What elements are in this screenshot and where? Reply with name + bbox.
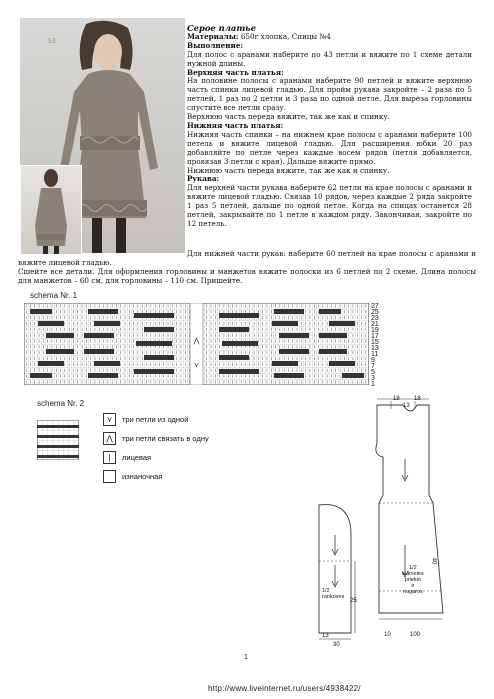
row-number: 5 <box>371 369 375 376</box>
sleeve-text: Для верхней части рукава наберите 62 петли на крае полосы с аранами и вяжите лицевой гладью. Связав 10 рядов, через каждые 2 ряда закройте 1 раз 5 петлей, дальше по одной петле. Когда на спицах останется 28 петлей, закрывайте по 1 петле в каждом ряду. Закончивая, закройте по 12 петель. <box>187 183 472 228</box>
legend-label: три петли из одной <box>122 415 189 424</box>
dress-back-photo <box>20 165 82 255</box>
row-number: 11 <box>371 351 379 358</box>
legend-label: лицевая <box>122 453 152 462</box>
row-number: 7 <box>371 363 375 370</box>
sleeve-label: Рукава: <box>187 174 220 184</box>
svg-text:⋎: ⋎ <box>193 361 200 369</box>
purl-stitch-icon <box>103 470 116 483</box>
row-number: 25 <box>371 309 379 316</box>
article-title: Серое платье <box>187 23 257 33</box>
row-number: 9 <box>371 357 375 364</box>
row-number: 15 <box>371 339 379 346</box>
row-number: 19 <box>371 327 379 334</box>
pattern-instructions-wide <box>18 250 476 286</box>
pattern-instructions <box>187 24 472 229</box>
sleeve-lower-text: Для нижней части рукав: наберите 60 петлей на крае полосы с аранами и вяжите лицевой гладью. <box>18 249 476 267</box>
measure-body-bottom: 100 <box>410 632 421 638</box>
measure-top-left: 18 <box>393 396 400 402</box>
schema1-label: schema Nr. 1 <box>30 291 78 300</box>
legend-item <box>103 470 209 483</box>
lower-part-label: Нижняя часть платья: <box>187 120 284 130</box>
upper-part-front: Верхнюю часть переда вяжите, так же как и спинку. <box>187 112 390 122</box>
execution-label: Выполнение: <box>187 40 244 50</box>
sleeve-piece-label: 1/2 rankoves <box>322 588 345 600</box>
row-number: 27 <box>371 303 379 310</box>
row-number: 23 <box>371 315 379 322</box>
legend-item <box>103 432 209 445</box>
source-url: http://www.liveinternet.ru/users/4938422/ <box>208 684 361 693</box>
schema1-chart <box>24 303 369 385</box>
measure-body-bottom-left: 10 <box>384 632 391 638</box>
svg-text:⋀: ⋀ <box>193 337 200 345</box>
upper-part-text: На половине полосы с аранами наберите 90 петлей и вяжите верхнюю часть спинки лицевой гладью. Для пройм рукава закройте – 2 раза по 5 петлей, 1 раз по 2 петли и 3 раза по одной петле. Для выреза горловины спустите все петли сразу. <box>187 76 472 113</box>
legend-label: три петли связать в одну <box>122 434 209 443</box>
photo-page-number: 53 <box>48 38 56 45</box>
measure-sleeve-side: 25 <box>350 598 357 604</box>
legend-item <box>103 451 209 464</box>
lower-part-text: Нижняя часть спинки – на нижнем крае полосы с аранами наберите 100 петель и вяжите лицевой гладью. Для расширения юбки 20 раз добавляйте по петле через каждые восем рядов (петля добавляется, провязав 3 петли с края). Дальше вяжите прямо. <box>187 129 472 166</box>
materials-label: Материалы: <box>187 31 239 41</box>
assembly-text: Сшейте все детали. Для оформления горловины и манжетов вяжите полоски из 6 петлей по 2 схеме. Длина полосы для манжетов – 60 см, для горловины – 110 см. Пришейте. <box>18 266 476 285</box>
measure-top-right: 18 <box>414 396 421 402</box>
body-piece-label: 1/2 sukneles priekio ir nugaros <box>402 565 424 595</box>
three-together-left-icon: ⋎ <box>103 413 116 426</box>
measure-sleeve-bottom: 30 <box>333 642 340 648</box>
row-number: 21 <box>371 321 379 328</box>
row-number: 1 <box>371 381 375 388</box>
legend-item <box>103 413 209 426</box>
page-number: 1 <box>244 654 248 661</box>
schema2-label: schema Nr. 2 <box>37 399 85 408</box>
legend-label: изнаночная <box>122 472 163 481</box>
three-together-right-icon: ⋀ <box>103 432 116 445</box>
measure-body-side: 40 <box>430 557 437 565</box>
execution-text: Для полос с аранами наберите по 43 петли и вяжите по 1 схеме детали нужной длины. <box>187 49 472 68</box>
measure-sleeve-bottom-left: 13 <box>322 633 329 639</box>
materials-text: 650г хлопка, Спицы №4 <box>238 31 331 41</box>
lower-part-front: Нижнюю часть переда вяжите, так же как и спинку. <box>187 165 390 175</box>
legend <box>103 413 209 483</box>
upper-part-label: Верхняя часть платья: <box>187 67 284 77</box>
row-number: 17 <box>371 333 379 340</box>
measure-top-mid: 13 <box>403 403 410 409</box>
knit-stitch-icon: | <box>103 451 116 464</box>
row-number: 3 <box>371 375 375 382</box>
row-number: 13 <box>371 345 379 352</box>
schema2-chart <box>37 420 79 460</box>
pattern-pieces <box>315 395 465 650</box>
schema1-row-numbers <box>371 303 391 388</box>
